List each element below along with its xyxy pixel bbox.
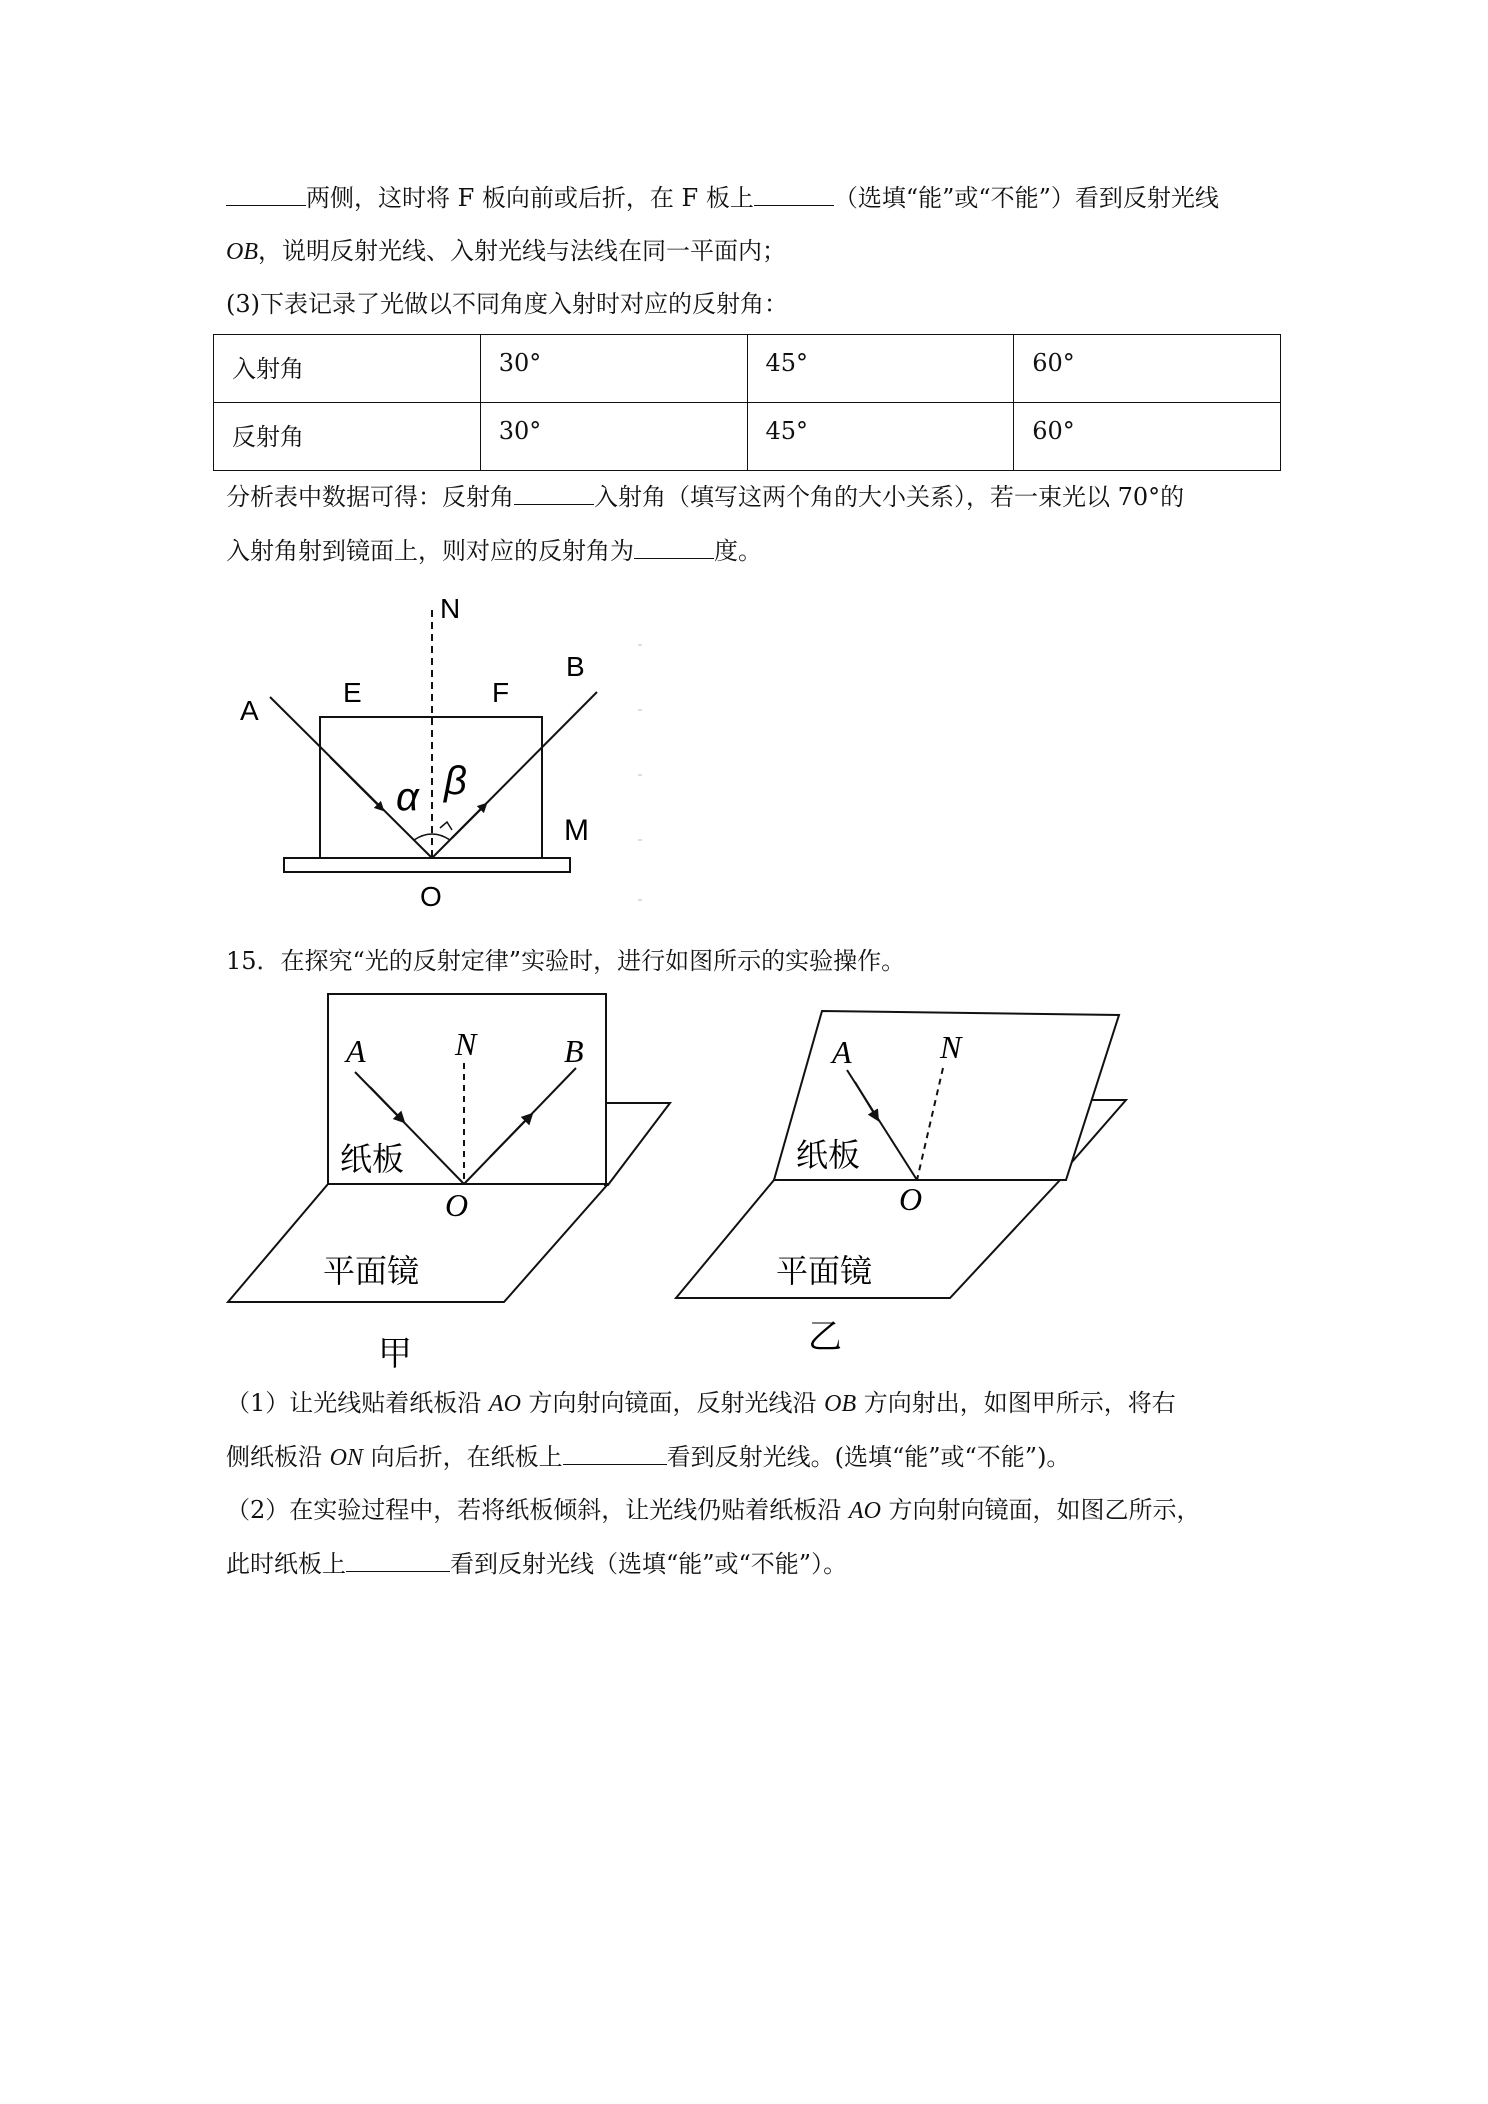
label-n: N <box>440 593 461 624</box>
table-cell: 45° <box>747 335 1014 403</box>
label-o: O <box>420 881 442 912</box>
label-o: O <box>445 1187 469 1223</box>
label-m: M <box>564 814 589 847</box>
table-cell: 45° <box>747 403 1014 471</box>
label-b: B <box>566 651 585 682</box>
q15-p1-line-1: （1）让光线贴着纸板沿 AO 方向射向镜面，反射光线沿 OB 方向射出，如图甲所示，将右 <box>226 1389 1176 1417</box>
board-label: 纸板 <box>796 1137 861 1173</box>
q14-line-2: OB，说明反射光线、入射光线与法线在同一平面内； <box>226 237 786 265</box>
q14-line-5: 入射角射到镜面上，则对应的反射角为 度。 <box>226 534 1276 567</box>
q14-line-4: 分析表中数据可得：反射角 入射角（填写这两个角的大小关系），若一束光以 70°的 <box>226 480 1276 513</box>
label-f: F <box>492 677 510 708</box>
table-cell: 30° <box>480 335 747 403</box>
table-cell: 60° <box>1014 335 1281 403</box>
label-n: N <box>455 1026 477 1062</box>
caption-jia: 甲 <box>378 1335 412 1373</box>
label-a: A <box>240 695 259 726</box>
mirror-label: 平面镜 <box>323 1253 420 1289</box>
mirror-label: 平面镜 <box>776 1253 873 1289</box>
label-a: A <box>346 1033 366 1069</box>
answer-blank[interactable] <box>563 1440 667 1465</box>
label-alpha: α <box>396 775 419 819</box>
table-cell: 60° <box>1014 403 1281 471</box>
table-cell: 30° <box>480 403 747 471</box>
answer-blank[interactable] <box>346 1547 450 1572</box>
table-cell: 入射角 <box>214 335 481 403</box>
q14-line-1: 两侧，这时将 F 板向前或后折，在 F 板上 （选填“能”或“不能”）看到反射光线 <box>226 181 1276 214</box>
label-o: O <box>899 1181 923 1217</box>
q14-line-3: (3)下表记录了光做以不同角度入射时对应的反射角： <box>226 290 788 318</box>
label-b: B <box>564 1033 584 1069</box>
q15-stem: 15．在探究“光的反射定律”实验时，进行如图所示的实验操作。 <box>226 947 906 975</box>
q15-p2-line-2: 此时纸板上 看到反射光线（选填“能”或“不能”）。 <box>226 1547 1276 1580</box>
label-beta: β <box>444 759 467 803</box>
label-e: E <box>343 677 362 708</box>
label-n: N <box>940 1029 962 1065</box>
label-a: A <box>832 1034 852 1070</box>
q15-p1-line-2: 侧纸板沿 ON 向后折，在纸板上 看到反射光线。(选填“能”或“不能”)。 <box>226 1440 1276 1474</box>
q15-p2-line-1: （2）在实验过程中，若将纸板倾斜，让光线仍贴着纸板沿 AO 方向射向镜面，如图乙所示， <box>226 1496 1201 1524</box>
table-cell: 反射角 <box>214 403 481 471</box>
board-label: 纸板 <box>340 1141 405 1177</box>
caption-yi: 乙 <box>808 1318 842 1356</box>
